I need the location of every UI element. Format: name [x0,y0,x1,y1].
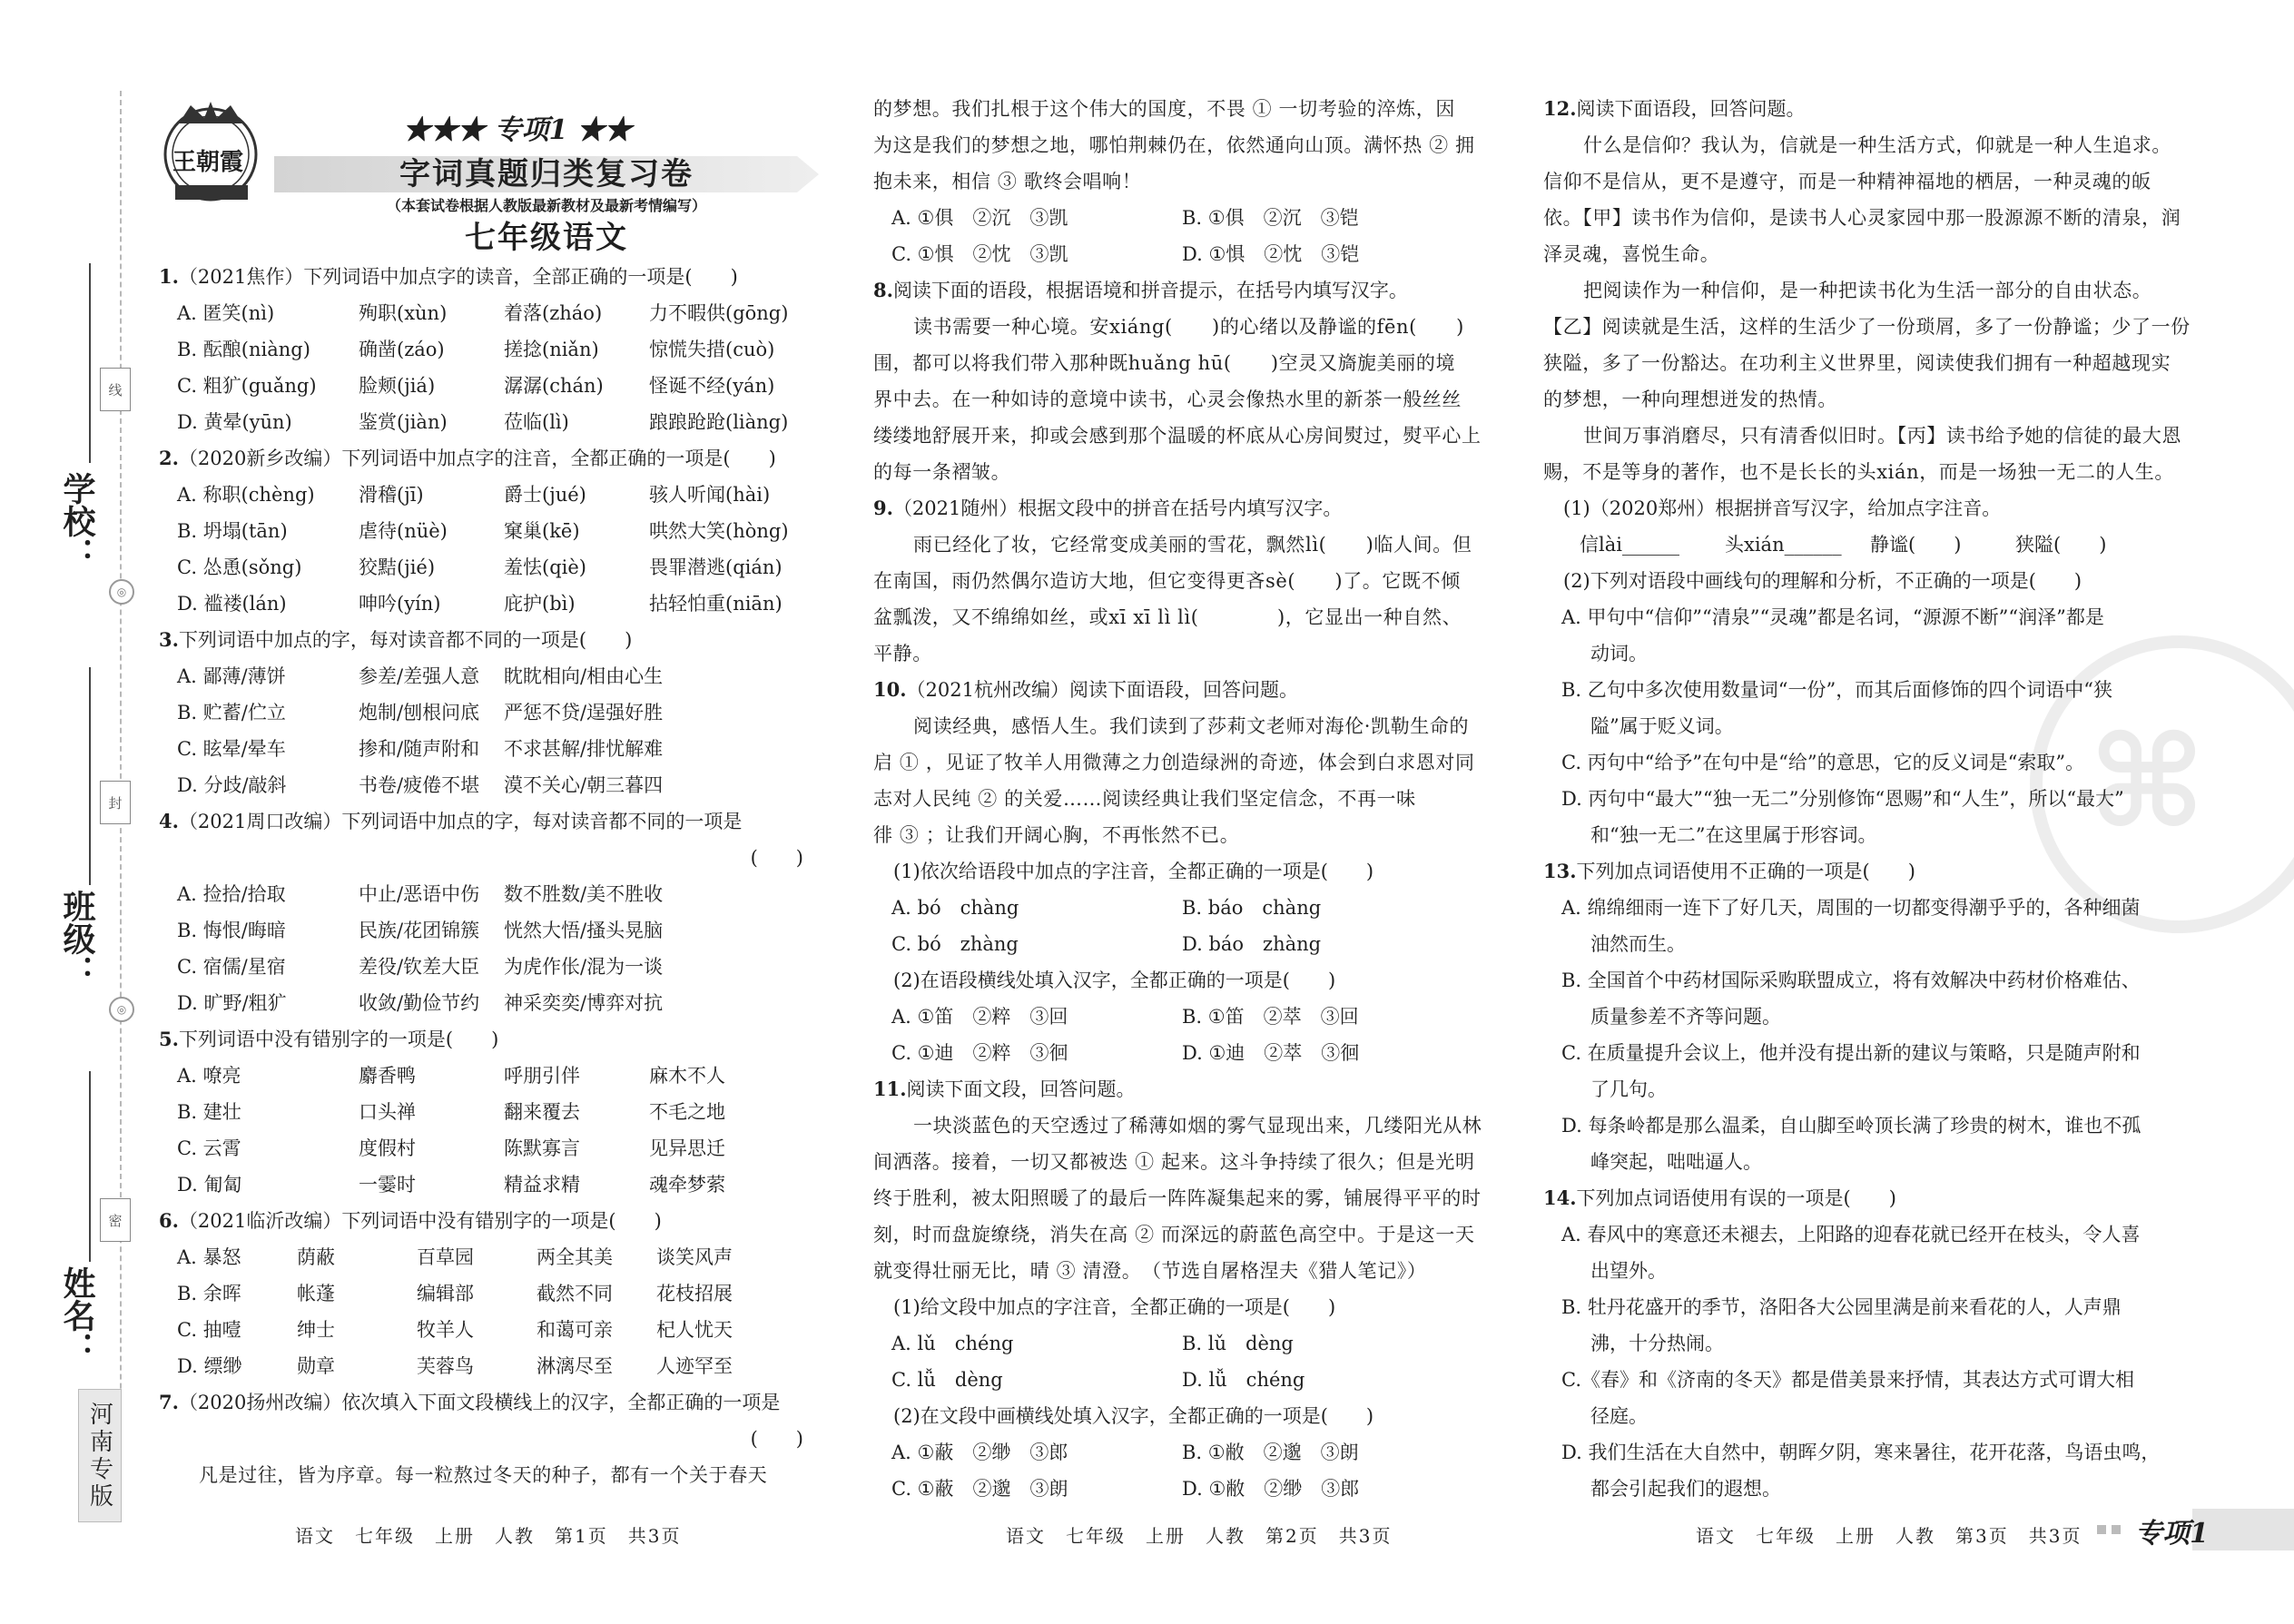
option: 麝香鸭 [359,1065,416,1087]
option: B. 酝酿(niàng) [177,339,310,360]
option: 恍然大悟/搔头晃脑 [504,920,664,941]
passage-line: 【乙】阅读就是生活，这样的生活少了一份琐屑，多了一份静谧；少了一份 [1543,316,2191,338]
option: 骇人听闻(hài) [649,484,771,506]
option: 炮制/刨根问底 [359,702,480,723]
question-number: 10. [873,678,907,701]
option: 百草园 [417,1246,474,1268]
question-number: 14. [1543,1186,1577,1209]
option: 呻吟(yín) [359,593,441,615]
answer-option-cont: 和“独一无二”在这里属于形容词。 [1590,824,1877,846]
option: 畏罪潜逃(qián) [649,556,783,578]
option: 淋漓尽至 [537,1355,613,1377]
option-row [159,658,812,694]
option: 潺潺(chán) [504,375,604,397]
option: 民族/花团锦簇 [359,920,480,941]
option: 花枝招展 [656,1283,733,1304]
passage-line: 依。【甲】读书作为信仰，是读书人心灵家园中那一股源源不断的清泉，润 [1543,207,2181,229]
passage-line: 的梦想，一种向理想迸发的热情。 [1543,389,1837,410]
passage-line: 的每一条褶皱。 [873,461,1011,483]
question-text: 阅读下面文段，回答问题。 [906,1078,1136,1100]
option: 信lài______ [1580,534,1679,556]
option: 滑稽(jī) [359,484,424,506]
option: 确凿(záo) [359,339,445,360]
option: 两全其美 [537,1246,613,1268]
question-number: 4. [159,810,179,832]
name-blank [89,1071,91,1262]
answer-option: A. 春风中的寒意还未褪去，上阳路的迎春花就已经开在枝头，令人喜 [1561,1224,2141,1245]
option-row [873,236,1509,272]
option-row [873,1434,1509,1471]
answer-option: D. 我们生活在大自然中，朝晖夕阴，寒来暑往，花开花落，鸟语虫鸣， [1561,1442,2161,1463]
seal-box-feng: 封 [100,781,131,824]
corner-square [2112,1525,2121,1534]
passage-line: 终于胜利，被太阳照暖了的最后一阵阵凝集起来的雾，铺展得平平的时 [873,1187,1482,1209]
passage-line: 狭隘，多了一份豁达。在功利主义世界里，阅读使我们拥有一种超越现实 [1543,352,2171,374]
option: 拈轻怕重(niān) [649,593,783,615]
question-number: 12. [1543,97,1577,120]
option: 爵士(jué) [504,484,586,506]
sub-question: (2)在语段横线处填入汉字，全都正确的一项是( ) [893,969,1336,991]
option: C. 粗犷(guǎng) [177,375,317,397]
corner-tag: 专项1 [2135,1518,2209,1550]
option-row [159,1058,812,1094]
option-row [873,1471,1509,1507]
question-text: 下列加点词语使用有误的一项是( ) [1576,1187,1896,1209]
question [159,1203,812,1239]
question-number: 5. [159,1028,179,1050]
answer-option-cont: 都会引起我们的遐想。 [1590,1478,1781,1500]
option: A. 称职(chèng) [177,484,315,506]
option-row [159,1312,812,1348]
question [1543,91,2197,127]
passage-line: 世间万事消磨尽，只有清香似旧时。【丙】读书给予她的信徒的最大恩 [1583,425,2182,447]
option: 搓捻(niǎn) [504,339,599,360]
paper-grade: 七年级语文 [465,220,628,256]
answer-option-cont: 了几句。 [1590,1078,1667,1100]
passage-line: 缕缕地舒展开来，抑或会感到那个温暖的杯底从心房间熨过，熨平心上 [873,425,1482,447]
answer-option: D. 每条岭都是那么温柔，自山脚至岭顶长满了珍贵的树木，谁也不孤 [1561,1115,2141,1137]
option: 莅临(lì) [504,411,569,433]
question-text: 阅读下面的语段，根据语境和拼音提示，在括号内填写汉字。 [892,280,1408,301]
answer-option: C.《春》和《济南的冬天》都是借美景来抒情，其表达方式可谓大相 [1561,1369,2134,1391]
option-row [873,1362,1509,1398]
passage-line: 志对人民纯 ② 的关爱……阅读经典让我们坚定信念，不再一味 [873,788,1416,810]
question [159,622,812,658]
question [1543,853,2197,890]
school-label: 学校： [58,472,96,570]
sub-question: (1)依次给语段中加点的字注音，全都正确的一项是( ) [893,861,1374,882]
option-row [159,1239,812,1275]
name-label: 姓名： [58,1266,96,1364]
footer-page-3: 语文 七年级 上册 人教 第3页 共3页 [1696,1525,2082,1547]
option: C. 眩晕/晕车 [177,738,286,760]
option: B. ①俱 ②沉 ③铠 [1182,207,1359,229]
question-text: 阅读下面语段，回答问题。 [1576,98,1806,120]
option: D. 褴褛(lán) [177,593,287,615]
passage-line: 界中去。在一种如诗的意境中读书，心灵会像热水里的新茶一般丝丝 [873,389,1462,410]
option: 呼朋引伴 [504,1065,580,1087]
option-row [873,999,1509,1035]
option: D. lǚ chéng [1182,1369,1305,1391]
option: 见异思迁 [649,1137,725,1159]
option-row [159,477,812,513]
option: 芙蓉鸟 [417,1355,474,1377]
option: 精益求精 [504,1174,580,1196]
question-text: 下列词语中没有错别字的一项是( ) [178,1029,499,1050]
answer-option-cont: 动词。 [1590,643,1648,664]
option: 谈笑风声 [656,1246,733,1268]
option: 收敛/勤俭节约 [359,992,480,1014]
option: 虐待(nüè) [359,520,448,542]
passage-line: 阅读经典，感悟人生。我们读到了莎莉文老师对海伦·凯勒生命的 [913,715,1470,737]
answer-option: C. 丙句中“给予”在句中是“给”的意思，它的反义词是“索取”。 [1561,752,2085,773]
passage-line: 在南国，雨仍然偶尔造访大地，但它变得更吝sè( )了。它既不倾 [873,570,1461,592]
answer-bracket: ( ) [750,1428,803,1450]
question-text: （2020扬州改编）依次填入下面文段横线上的汉字，全都正确的一项是 [178,1392,781,1413]
option: 口头禅 [359,1101,416,1123]
passage-line: 把阅读作为一种信仰，是一种把读书化为生活一部分的自由状态。 [1583,280,2152,301]
option-row [159,912,812,949]
option: 翻来覆去 [504,1101,580,1123]
class-blank [89,667,91,885]
passage-line: 刻，时而盘旋缭绕，消失在高 ② 而深远的蔚蓝色高空中。于是这一天 [873,1224,1475,1245]
option: 殉职(xùn) [359,302,448,324]
option: B. 余晖 [177,1283,241,1304]
question [159,1384,812,1421]
answer-option-cont: 隘”属于贬义词。 [1590,715,1734,737]
option: A. 嘹亮 [177,1065,241,1087]
option: D. 匍匐 [177,1174,242,1196]
option: 魂牵梦萦 [649,1174,725,1196]
question [159,803,812,840]
option-row [873,200,1509,236]
answer-option: B. 乙句中多次使用数量词“一份”，而其后面修饰的四个词语中“狭 [1561,679,2112,701]
option: 庇护(bì) [504,593,576,615]
corner-square [2097,1525,2106,1534]
option-row [159,586,812,622]
option: C. ①蔽 ②邈 ③朗 [891,1478,1068,1500]
option: 着落(zháo) [504,302,603,324]
option-row [1543,527,2197,563]
question-text: （2021随州）根据文段中的拼音在括号内填写汉字。 [892,497,1343,519]
passage-line: 什么是信仰？我认为，信就是一种生活方式，仰就是一种人生追求。 [1583,134,2171,156]
option: 哄然大笑(hòng) [649,520,789,542]
class-label: 班级： [58,890,96,988]
option: 帐蓬 [297,1283,335,1304]
option: 羞怯(qiè) [504,556,586,578]
option-row [159,767,812,803]
option: 不求甚解/排忧解难 [504,738,664,760]
option-row [159,331,812,368]
option: D. 黄晕(yūn) [177,411,292,433]
option: 和蔼可亲 [537,1319,613,1341]
option-row [873,1035,1509,1071]
seal-box-mi: 密 [100,1198,131,1242]
option: C. bó zhàng [891,933,1019,955]
option: A. lǔ chéng [891,1333,1014,1354]
question-number: 6. [159,1209,179,1232]
option: 严惩不贷/逞强好胜 [504,702,664,723]
option: 怪诞不经(yán) [649,375,775,397]
option: 漠不关心/朝三暮四 [504,774,664,796]
option: A. 捡拾/拾取 [177,883,286,905]
passage-line: 徘 ③ ；让我们开阔心胸，不再怅然不已。 [873,824,1240,846]
question [873,1071,1509,1107]
question [159,440,812,477]
question-number: 13. [1543,860,1577,882]
option: A. 匿笑(nì) [177,302,275,324]
question [873,272,1509,309]
question-number: 2. [159,447,179,469]
option: A. bó chàng [891,897,1019,919]
option-row [159,549,812,586]
question [873,672,1509,708]
option: 勋章 [297,1355,335,1377]
option: 狭隘( ) [2015,534,2107,556]
paper-title: 字词真题归类复习卷 [399,156,694,192]
option: C. lǚ dèng [891,1369,1003,1391]
passage-line: 间洒落。接着，一切又都被迭 ① 起来。这斗争持续了很久；但是光明 [873,1151,1475,1173]
option: B. ①笛 ②萃 ③回 [1182,1006,1359,1028]
option: A. 暴怒 [177,1246,241,1268]
option: 绅士 [297,1319,335,1341]
option: 狡黠(jié) [359,556,436,578]
option: 编辑部 [417,1283,474,1304]
option: 眈眈相向/相由心生 [504,665,664,687]
question-text: （2021临沂改编）下列词语中没有错别字的一项是( ) [178,1210,662,1232]
option: 脸颊(jiá) [359,375,436,397]
answer-option-cont: 质量参差不齐等问题。 [1590,1006,1781,1028]
option-row [159,513,812,549]
option-row [159,1166,812,1203]
option: 差役/钦差大臣 [359,956,480,978]
option-row [159,1130,812,1166]
question-text: （2020新乡改编）下列词语中加点字的注音，全都正确的一项是( ) [178,448,776,469]
option-row [159,295,812,331]
binding-hole-icon: ◎ [109,997,134,1022]
option: 参差/差强人意 [359,665,480,687]
option: 一霎时 [359,1174,416,1196]
passage-line: 平静。 [873,643,932,664]
watermark-glyph: ⌘ [2088,708,2206,857]
passage-line: 为这是我们的梦想之地，哪怕荆棘仍在，依然通向山顶。满怀热 ② 拥 [873,134,1475,156]
option: 惊慌失措(cuò) [649,339,775,360]
option: A. ①俱 ②沉 ③凯 [891,207,1068,229]
option: D. ①迪 ②萃 ③徊 [1182,1042,1360,1064]
option: A. ①笛 ②粹 ③回 [891,1006,1068,1028]
option: C. 怂恿(sǒng) [177,556,302,578]
answer-option-cont: 峰突起，咄咄逼人。 [1590,1151,1762,1173]
passage-line: 泽灵魂，喜悦生命。 [1543,243,1720,265]
question [159,1021,812,1058]
option: D. ①敝 ②缈 ③郎 [1182,1478,1360,1500]
option: 静谧( ) [1870,534,1962,556]
footer-page-2: 语文 七年级 上册 人教 第2页 共3页 [1006,1525,1393,1547]
option: 不毛之地 [649,1101,725,1123]
series-tag: ★★★ 专项1 ★★ [403,114,632,146]
sub-question: (1)给文段中加点的字注音，全都正确的一项是( ) [893,1296,1336,1318]
option: 书卷/疲倦不堪 [359,774,480,796]
option-row [873,1325,1509,1362]
passage-line: 凡是过往，皆为序章。每一粒熬过冬天的种子，都有一个关于春天 [199,1464,768,1486]
question-text: （2021焦作）下列词语中加点字的读音，全部正确的一项是( ) [178,266,738,288]
question-text: （2021周口改编）下列词语中加点的字，每对读音都不同的一项是 [178,811,743,832]
sub-question: (2)下列对语段中画线句的理解和分析，不正确的一项是( ) [1563,570,2082,592]
answer-option: B. 全国首个中药材国际采购联盟成立，将有效解决中药材价格难估、 [1561,969,2141,991]
seal-box-xian: 线 [100,368,131,411]
option: 陈默寡言 [504,1137,580,1159]
option-row [159,404,812,440]
sub-question: (1)（2020郑州）根据拼音写汉字，给加点字注音。 [1563,497,2002,519]
passage-line: 赐，不是等身的著作，也不是长长的头xián，而是一场独一无二的人生。 [1543,461,2175,483]
answer-bracket: ( ) [750,847,803,869]
option-row [873,926,1509,962]
option: B. ①敝 ②邈 ③朗 [1182,1442,1359,1463]
option: B. 坍塌(tān) [177,520,288,542]
option: A. 鄙薄/薄饼 [177,665,286,687]
paper-note: （本套试卷根据人教版最新教材及最新考情编写） [386,197,706,214]
option-row [873,890,1509,926]
question-text: 下列加点词语使用不正确的一项是( ) [1576,861,1915,882]
question-number: 11. [873,1078,907,1100]
option-row [159,985,812,1021]
sub-question: (2)在文段中画横线处填入汉字，全都正确的一项是( ) [893,1405,1374,1427]
option: B. 建壮 [177,1101,241,1123]
school-blank [89,263,91,463]
option: 掺和/随声附和 [359,738,480,760]
question [159,259,812,295]
passage-line: 的梦想。我们扎根于这个伟大的国度，不畏 ① 一切考验的淬炼，因 [873,98,1455,120]
passage-line: 信仰不是信从，更不是遵守，而是一种精神福地的栖居，一种灵魂的皈 [1543,171,2151,192]
option: C. ①迪 ②粹 ③徊 [891,1042,1068,1064]
option: 踉踉跄跄(liàng) [649,411,789,433]
option: D. ①惧 ②忱 ③铠 [1182,243,1360,265]
passage-line: 围，都可以将我们带入那种既huǎng hū( )空灵又旖旎美丽的境 [873,352,1456,374]
question-number: 8. [873,279,893,301]
option: C. 宿儒/星宿 [177,956,286,978]
option: 截然不同 [537,1283,613,1304]
option: 度假村 [359,1137,416,1159]
option-row [159,949,812,985]
answer-option: D. 丙句中“最大”“独一无二”分别修饰“恩赐”和“人生”，所以“最大” [1561,788,2124,810]
passage-line: 启 ① ，见证了牧羊人用微薄之力创造绿洲的奇迹，体会到白求恩对同 [873,752,1475,773]
option: C. 抽噎 [177,1319,241,1341]
passage-line: 抱未来，相信 ③ 歌终会唱响！ [873,171,1142,192]
option: 力不暇供(gōng) [649,302,789,324]
answer-option: A. 绵绵细雨一连下了好几天，周围的一切都变得潮乎乎的，各种细菌 [1561,897,2141,919]
answer-option-cont: 出望外。 [1590,1260,1667,1282]
option: B. báo chàng [1182,897,1322,919]
column-3 [1543,91,2197,1507]
answer-option: C. 在质量提升会议上，他并没有提出新的建议与策略，只是随声附和 [1561,1042,2141,1064]
option: 荫蔽 [297,1246,335,1268]
question-number: 9. [873,497,893,519]
option: 杞人忧天 [656,1319,733,1341]
logo-text: 王朝霞 [172,149,244,176]
passage-line: 一块淡蓝色的天空透过了稀薄如烟的雾气显现出来，几缕阳光从林 [913,1115,1482,1137]
option: 麻木不人 [649,1065,725,1087]
option: C. 云霄 [177,1137,241,1159]
answer-option: B. 牡丹花盛开的季节，洛阳各大公园里满是前来看花的人，人声鼎 [1561,1296,2122,1318]
option-row [159,876,812,912]
option-row [159,1094,812,1130]
answer-option-cont: 径庭。 [1590,1405,1648,1427]
option: 中止/恶语中伤 [359,883,480,905]
question-text: （2021杭州改编）阅读下面语段，回答问题。 [906,679,1298,701]
answer-option-cont: 沸，十分热闹。 [1590,1333,1724,1354]
option: B. lǔ dèng [1182,1333,1294,1354]
option-row [159,1348,812,1384]
passage-line: 盆瓢泼，又不绵绵如丝，或xī xī lì lì( )，它显出一种自然、 [873,606,1462,628]
option: D. 分歧/敲斜 [177,774,287,796]
answer-option-cont: 油然而生。 [1590,933,1686,955]
binding-hole-icon: ◎ [109,579,134,605]
question-text: 下列词语中加点的字，每对读音都不同的一项是( ) [178,629,633,651]
question [1543,1180,2197,1216]
footer-page-1: 语文 七年级 上册 人教 第1页 共3页 [295,1525,682,1547]
option: 人迹罕至 [656,1355,733,1377]
province-badge: 河南专版 [78,1389,122,1522]
column-1 [159,259,812,1493]
option: A. ①蔽 ②缈 ③郎 [891,1442,1068,1463]
option: 牧羊人 [417,1319,474,1341]
option-row [159,368,812,404]
passage-line: 雨已经化了妆，它经常变成美丽的雪花，飘然lì( )临人间。但 [913,534,1472,556]
option-row [159,731,812,767]
answer-option: A. 甲句中“信仰”“清泉”“灵魂”都是名词，“源源不断”“润泽”都是 [1561,606,2104,628]
option-row [159,1275,812,1312]
option: 鉴赏(jiàn) [359,411,448,433]
question [873,490,1509,527]
option: 神采奕奕/博弈对抗 [504,992,664,1014]
option: 为虎作伥/混为一谈 [504,956,664,978]
option: C. ①惧 ②忱 ③凯 [891,243,1068,265]
question-number: 1. [159,265,179,288]
passage-line: 就变得壮丽无比，晴 ③ 清澄。 （节选自屠格涅夫《猎人笔记》） [873,1260,1427,1282]
question-number: 7. [159,1391,179,1413]
option: D. 旷野/粗犷 [177,992,287,1014]
column-2 [873,91,1509,1507]
option: 数不胜数/美不胜收 [504,883,664,905]
option: D. báo zhàng [1182,933,1322,955]
option: D. 缥缈 [177,1355,242,1377]
option: 头xián______ [1725,534,1842,556]
passage-line: 读书需要一种心境。安xiáng( )的心绪以及静谧的fēn( ) [913,316,1464,338]
option: B. 悔恨/晦暗 [177,920,286,941]
option: B. 贮蓄/伫立 [177,702,286,723]
option: 窠巢(kē) [504,520,580,542]
question-number: 3. [159,628,179,651]
option-row [159,694,812,731]
